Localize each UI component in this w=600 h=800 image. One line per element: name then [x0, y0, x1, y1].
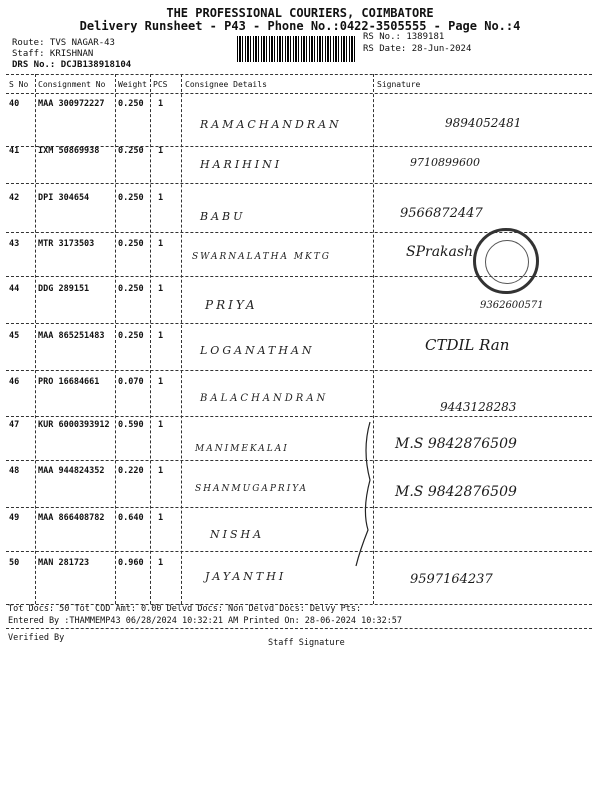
row-weight: 0.250	[118, 146, 144, 156]
seal-stamp	[473, 228, 539, 294]
col-header-weight: Weight	[118, 80, 147, 89]
row-consignee: NISHA	[210, 528, 265, 541]
row-weight: 0.590	[118, 420, 144, 430]
staff-signature-label: Staff Signature	[268, 638, 345, 648]
totals-line: Tot Docs: 50 Tot COD Amt: 0.00 Delvd Docs: Non Delvd Docs: Delvy Pts:	[8, 604, 362, 614]
row-consignment: DPI 304654	[38, 193, 90, 203]
row-consignee: RAMACHANDRAN	[200, 118, 342, 131]
row-consignment: IXM 50869938	[38, 146, 100, 156]
row-signature-note: CTDIL Ran	[425, 336, 510, 354]
row-pcs: 1	[158, 558, 164, 568]
row-pcs: 1	[158, 331, 164, 341]
row-rule	[6, 460, 592, 461]
row-consignment: MAA 300972227	[38, 99, 105, 109]
row-weight: 0.220	[118, 466, 144, 476]
route-label: Route: TVS NAGAR-43	[12, 38, 115, 48]
col-divider	[181, 74, 182, 604]
row-signature-note: 9597164237	[410, 572, 493, 587]
header-rule	[6, 93, 592, 94]
row-pcs: 1	[158, 466, 164, 476]
row-sno: 43	[9, 239, 20, 249]
row-consignment: DDG 289151	[38, 284, 90, 294]
col-header-pcs: PCS	[153, 80, 168, 89]
row-sno: 42	[9, 193, 20, 203]
verified-by-label: Verified By	[8, 633, 65, 643]
row-sno: 47	[9, 420, 20, 430]
row-sno: 49	[9, 513, 20, 523]
row-consignment: KUR 6000393912	[38, 420, 110, 430]
row-sno: 48	[9, 466, 20, 476]
row-signature-note: 9566872447	[400, 206, 483, 221]
col-header-consignment: Consignment No	[38, 80, 106, 89]
footer-rule	[6, 628, 592, 629]
row-sno: 41	[9, 146, 20, 156]
row-weight: 0.250	[118, 193, 144, 203]
col-divider	[115, 74, 116, 604]
row-pcs: 1	[158, 420, 164, 430]
row-consignee: BABU	[200, 210, 246, 223]
row-consignee: SHANMUGAPRIYA	[195, 484, 309, 494]
row-rule	[6, 416, 592, 417]
entered-printed-line: Entered By :THAMMEMP43 06/28/2024 10:32:21 AM Printed On: 28-06-2024 10:32:57	[8, 616, 403, 626]
row-consignee: SWARNALATHA MKTG	[192, 252, 331, 262]
row-weight: 0.250	[118, 239, 144, 249]
row-consignee: BALACHANDRAN	[200, 393, 329, 404]
col-header-consignee: Consignee Details	[185, 80, 267, 89]
row-consignment: PRO 16684661	[38, 377, 100, 387]
row-pcs: 1	[158, 146, 164, 156]
col-divider	[150, 74, 151, 604]
row-signature-note: 9894052481	[445, 116, 522, 130]
col-divider	[35, 74, 36, 604]
row-consignee: PRIYA	[205, 298, 258, 312]
rs-date: RS Date: 28-Jun-2024	[363, 44, 472, 54]
row-consignee: LOGANATHAN	[200, 344, 315, 357]
row-rule	[6, 551, 592, 552]
row-weight: 0.070	[118, 377, 144, 387]
row-consignee: MANIMEKALAI	[195, 444, 289, 454]
row-consignee: JAYANTHI	[205, 570, 287, 583]
row-sno: 40	[9, 99, 20, 109]
row-signature-note: M.S 9842876509	[395, 436, 517, 452]
row-weight: 0.250	[118, 331, 144, 341]
row-signature-note: 9710899600	[410, 156, 480, 169]
barcode	[237, 36, 355, 62]
row-pcs: 1	[158, 239, 164, 249]
row-rule	[6, 323, 592, 324]
row-signature-note: M.S 9842876509	[395, 484, 517, 500]
row-sno: 45	[9, 331, 20, 341]
row-weight: 0.960	[118, 558, 144, 568]
row-weight: 0.250	[118, 99, 144, 109]
rs-number: RS No.: 1389181	[363, 32, 445, 42]
col-header-signature: Signature	[377, 80, 421, 89]
runsheet-title: Delivery Runsheet - P43 - Phone No.:0422-3505555 - Page No.:4	[79, 19, 521, 33]
row-consignment: MTR 3173503	[38, 239, 95, 249]
row-sno: 44	[9, 284, 20, 294]
row-pcs: 1	[158, 284, 164, 294]
table-top-rule	[6, 74, 592, 75]
company-title: THE PROFESSIONAL COURIERS, COIMBATORE	[166, 6, 434, 20]
row-pcs: 1	[158, 377, 164, 387]
row-consignment: MAA 866408782	[38, 513, 105, 523]
row-consignment: MAN 281723	[38, 558, 90, 568]
row-consignee: HARIHINI	[200, 158, 283, 171]
row-pcs: 1	[158, 513, 164, 523]
row-signature-note: SPrakash	[406, 244, 474, 260]
row-rule	[6, 507, 592, 508]
row-pcs: 1	[158, 193, 164, 203]
row-sno: 46	[9, 377, 20, 387]
col-header-sno: S No	[9, 80, 29, 89]
row-consignment: MAA 865251483	[38, 331, 105, 341]
row-consignment: MAA 944824352	[38, 466, 105, 476]
row-rule	[6, 370, 592, 371]
bracket-mark	[352, 420, 382, 570]
row-rule	[6, 183, 592, 184]
row-weight: 0.250	[118, 284, 144, 294]
row-weight: 0.640	[118, 513, 144, 523]
staff-label: Staff: KRISHNAN	[12, 49, 94, 59]
row-sno: 50	[9, 558, 20, 568]
row-signature-note: 9362600571	[480, 300, 544, 311]
drs-number: DRS No.: DCJB138918104	[12, 60, 132, 70]
row-signature-note: 9443128283	[440, 400, 517, 414]
row-pcs: 1	[158, 99, 164, 109]
